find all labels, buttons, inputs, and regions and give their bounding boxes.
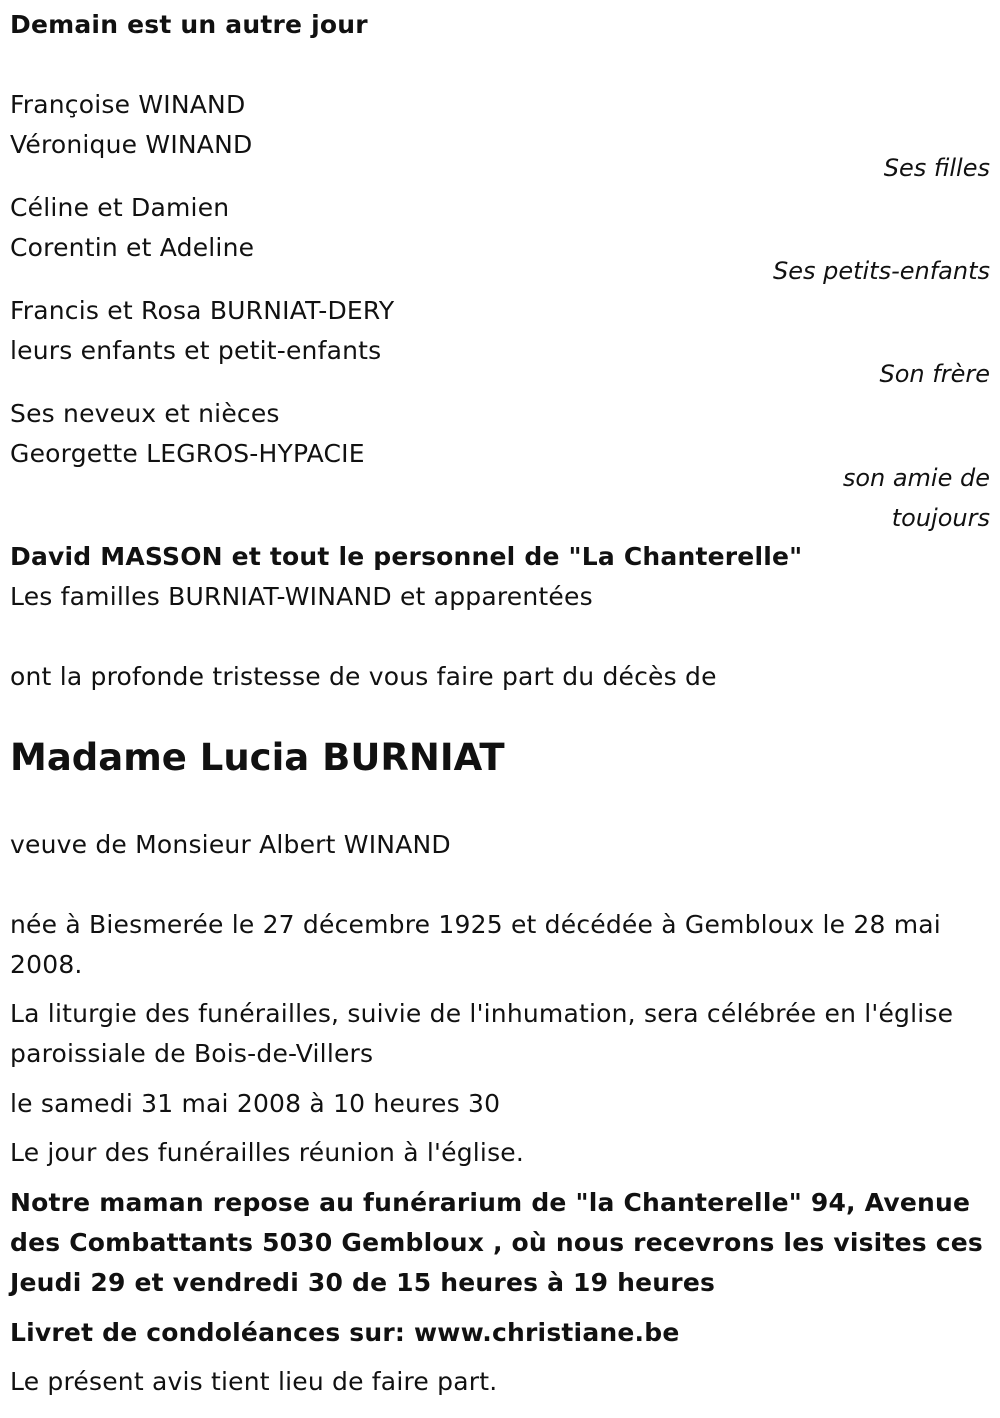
friend-name: Georgette LEGROS-HYPACIE <box>10 439 365 468</box>
funerarium-paragraph: Notre maman repose au funérarium de "la Chanterelle" 94, Avenue des Combattants 5030 Gembloux , où nous recevrons les visites ces Jeudi 29 et vendredi 30 de 15 heures à 19 heures <box>10 1188 983 1297</box>
widow-line: veuve de Monsieur Albert WINAND <box>10 830 451 859</box>
relation-label: Ses filles <box>883 154 990 182</box>
relation-label: toujours <box>891 504 990 532</box>
relation-label: son amie de <box>842 464 990 492</box>
relation-label: Son frère <box>879 360 990 388</box>
grandchild-name: Céline et Damien <box>10 193 230 222</box>
liturgy-paragraph: La liturgie des funérailles, suivie de l'inhumation, sera célébrée en l'église paroissiale de Bois-de-Villers <box>10 999 954 1068</box>
closing-line: Le présent avis tient lieu de faire part. <box>10 1367 498 1396</box>
relation-label: Ses petits-enfants <box>772 257 990 285</box>
brother-family: leurs enfants et petit-enfants <box>10 336 382 365</box>
brother-name: Francis et Rosa BURNIAT-DERY <box>10 296 395 325</box>
intro-line: ont la profonde tristesse de vous faire part du décès de <box>10 662 717 691</box>
relatives-line: Ses neveux et nièces <box>10 399 280 428</box>
grandchild-name: Corentin et Adeline <box>10 233 255 262</box>
staff-line: David MASSON et tout le personnel de "La Chanterelle" <box>10 542 803 571</box>
daughter-name: Françoise WINAND <box>10 90 246 119</box>
families-line: Les familles BURNIAT-WINAND et apparentées <box>10 582 593 611</box>
birth-death-paragraph: née à Biesmerée le 27 décembre 1925 et décédée à Gembloux le 28 mai 2008. <box>10 910 941 979</box>
meeting-line: Le jour des funérailles réunion à l'église. <box>10 1138 525 1167</box>
date-time-line: le samedi 31 mai 2008 à 10 heures 30 <box>10 1089 501 1118</box>
deceased-name: Madame Lucia BURNIAT <box>10 736 505 779</box>
condolences-line: Livret de condoléances sur: www.christiane.be <box>10 1318 680 1347</box>
motto: Demain est un autre jour <box>10 10 368 39</box>
daughter-name: Véronique WINAND <box>10 130 253 159</box>
